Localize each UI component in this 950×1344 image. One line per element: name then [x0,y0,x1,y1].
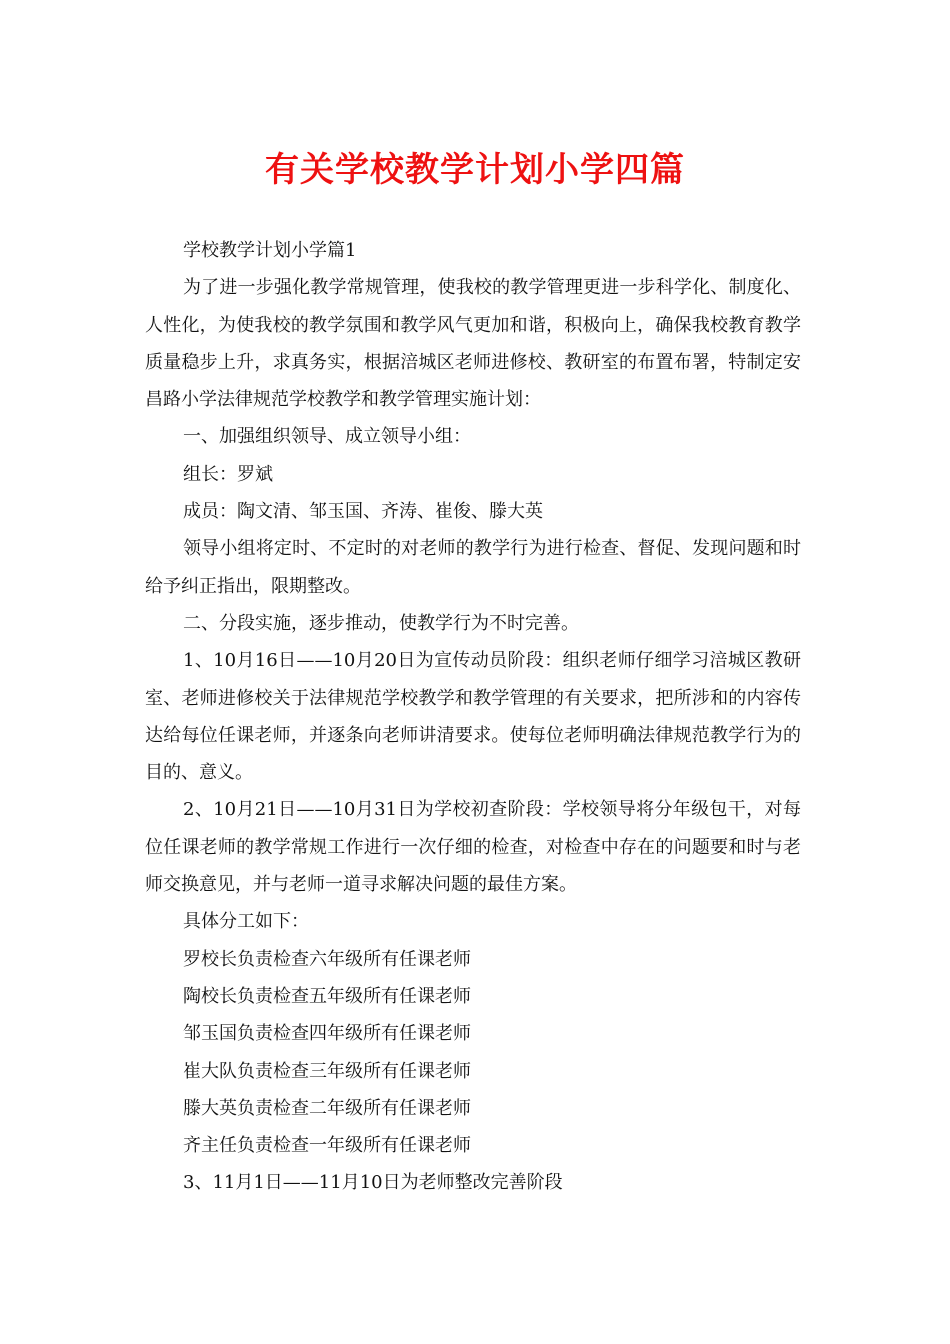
paragraph: 3、11月1日——11月10日为老师整改完善阶段 [183,1172,563,1194]
section-heading: 学校教学计划小学篇1 [183,240,357,261]
document-body [145,232,801,1202]
list-item: 齐主任负责检查一年级所有任课老师 [183,1135,471,1157]
list-item: 陶校长负责检查五年级所有任课老师 [183,985,471,1007]
list-item: 滕大英负责检查二年级所有任课老师 [183,1097,471,1119]
paragraph: 为了进一步强化教学常规管理，使我校的教学管理更进一步科学化、制度化、人性化，为使我校的教学氛围和教学风气更加和谐，积极向上，确保我校教育教学质量稳步上升，求真务实，根据涪城区老师进修校、教研室的布置布署，特制定安昌路小学法律规范学校教学和教学管理实施计划： [145,277,801,411]
list-item: 邹玉国负责检查四年级所有任课老师 [183,1023,471,1045]
paragraph: 领导小组将定时、不定时的对老师的教学行为进行检查、督促、发现问题和时给予纠正指出，限期整改。 [145,538,801,597]
paragraph: 一、加强组织领导、成立领导小组： [183,426,471,448]
paragraph: 2、10月21日——10月31日为学校初查阶段：学校领导将分年级包干，对每位任课老师的教学常规工作进行一次仔细的检查，对检查中存在的问题要和时与老师交换意见，并与老师一道寻求解决问题的最佳方案。 [145,799,801,896]
paragraph: 二、分段实施，逐步推动，使教学行为不时完善。 [183,612,579,634]
list-item: 崔大队负责检查三年级所有任课老师 [183,1060,471,1082]
list-item: 罗校长负责检查六年级所有任课老师 [183,948,471,970]
document-title: 有关学校教学计划小学四篇 [265,150,685,190]
paragraph: 成员：陶文清、邹玉国、齐涛、崔俊、滕大英 [183,501,543,523]
paragraph: 组长：罗斌 [183,463,273,485]
paragraph: 具体分工如下： [183,911,309,933]
paragraph: 1、10月16日——10月20日为宣传动员阶段：组织老师仔细学习涪城区教研室、老师进修校关于法律规范学校教学和教学管理的有关要求，把所涉和的内容传达给每位任课老师，并逐条向老师讲清要求。使每位老师明确法律规范教学行为的目的、意义。 [145,650,801,784]
